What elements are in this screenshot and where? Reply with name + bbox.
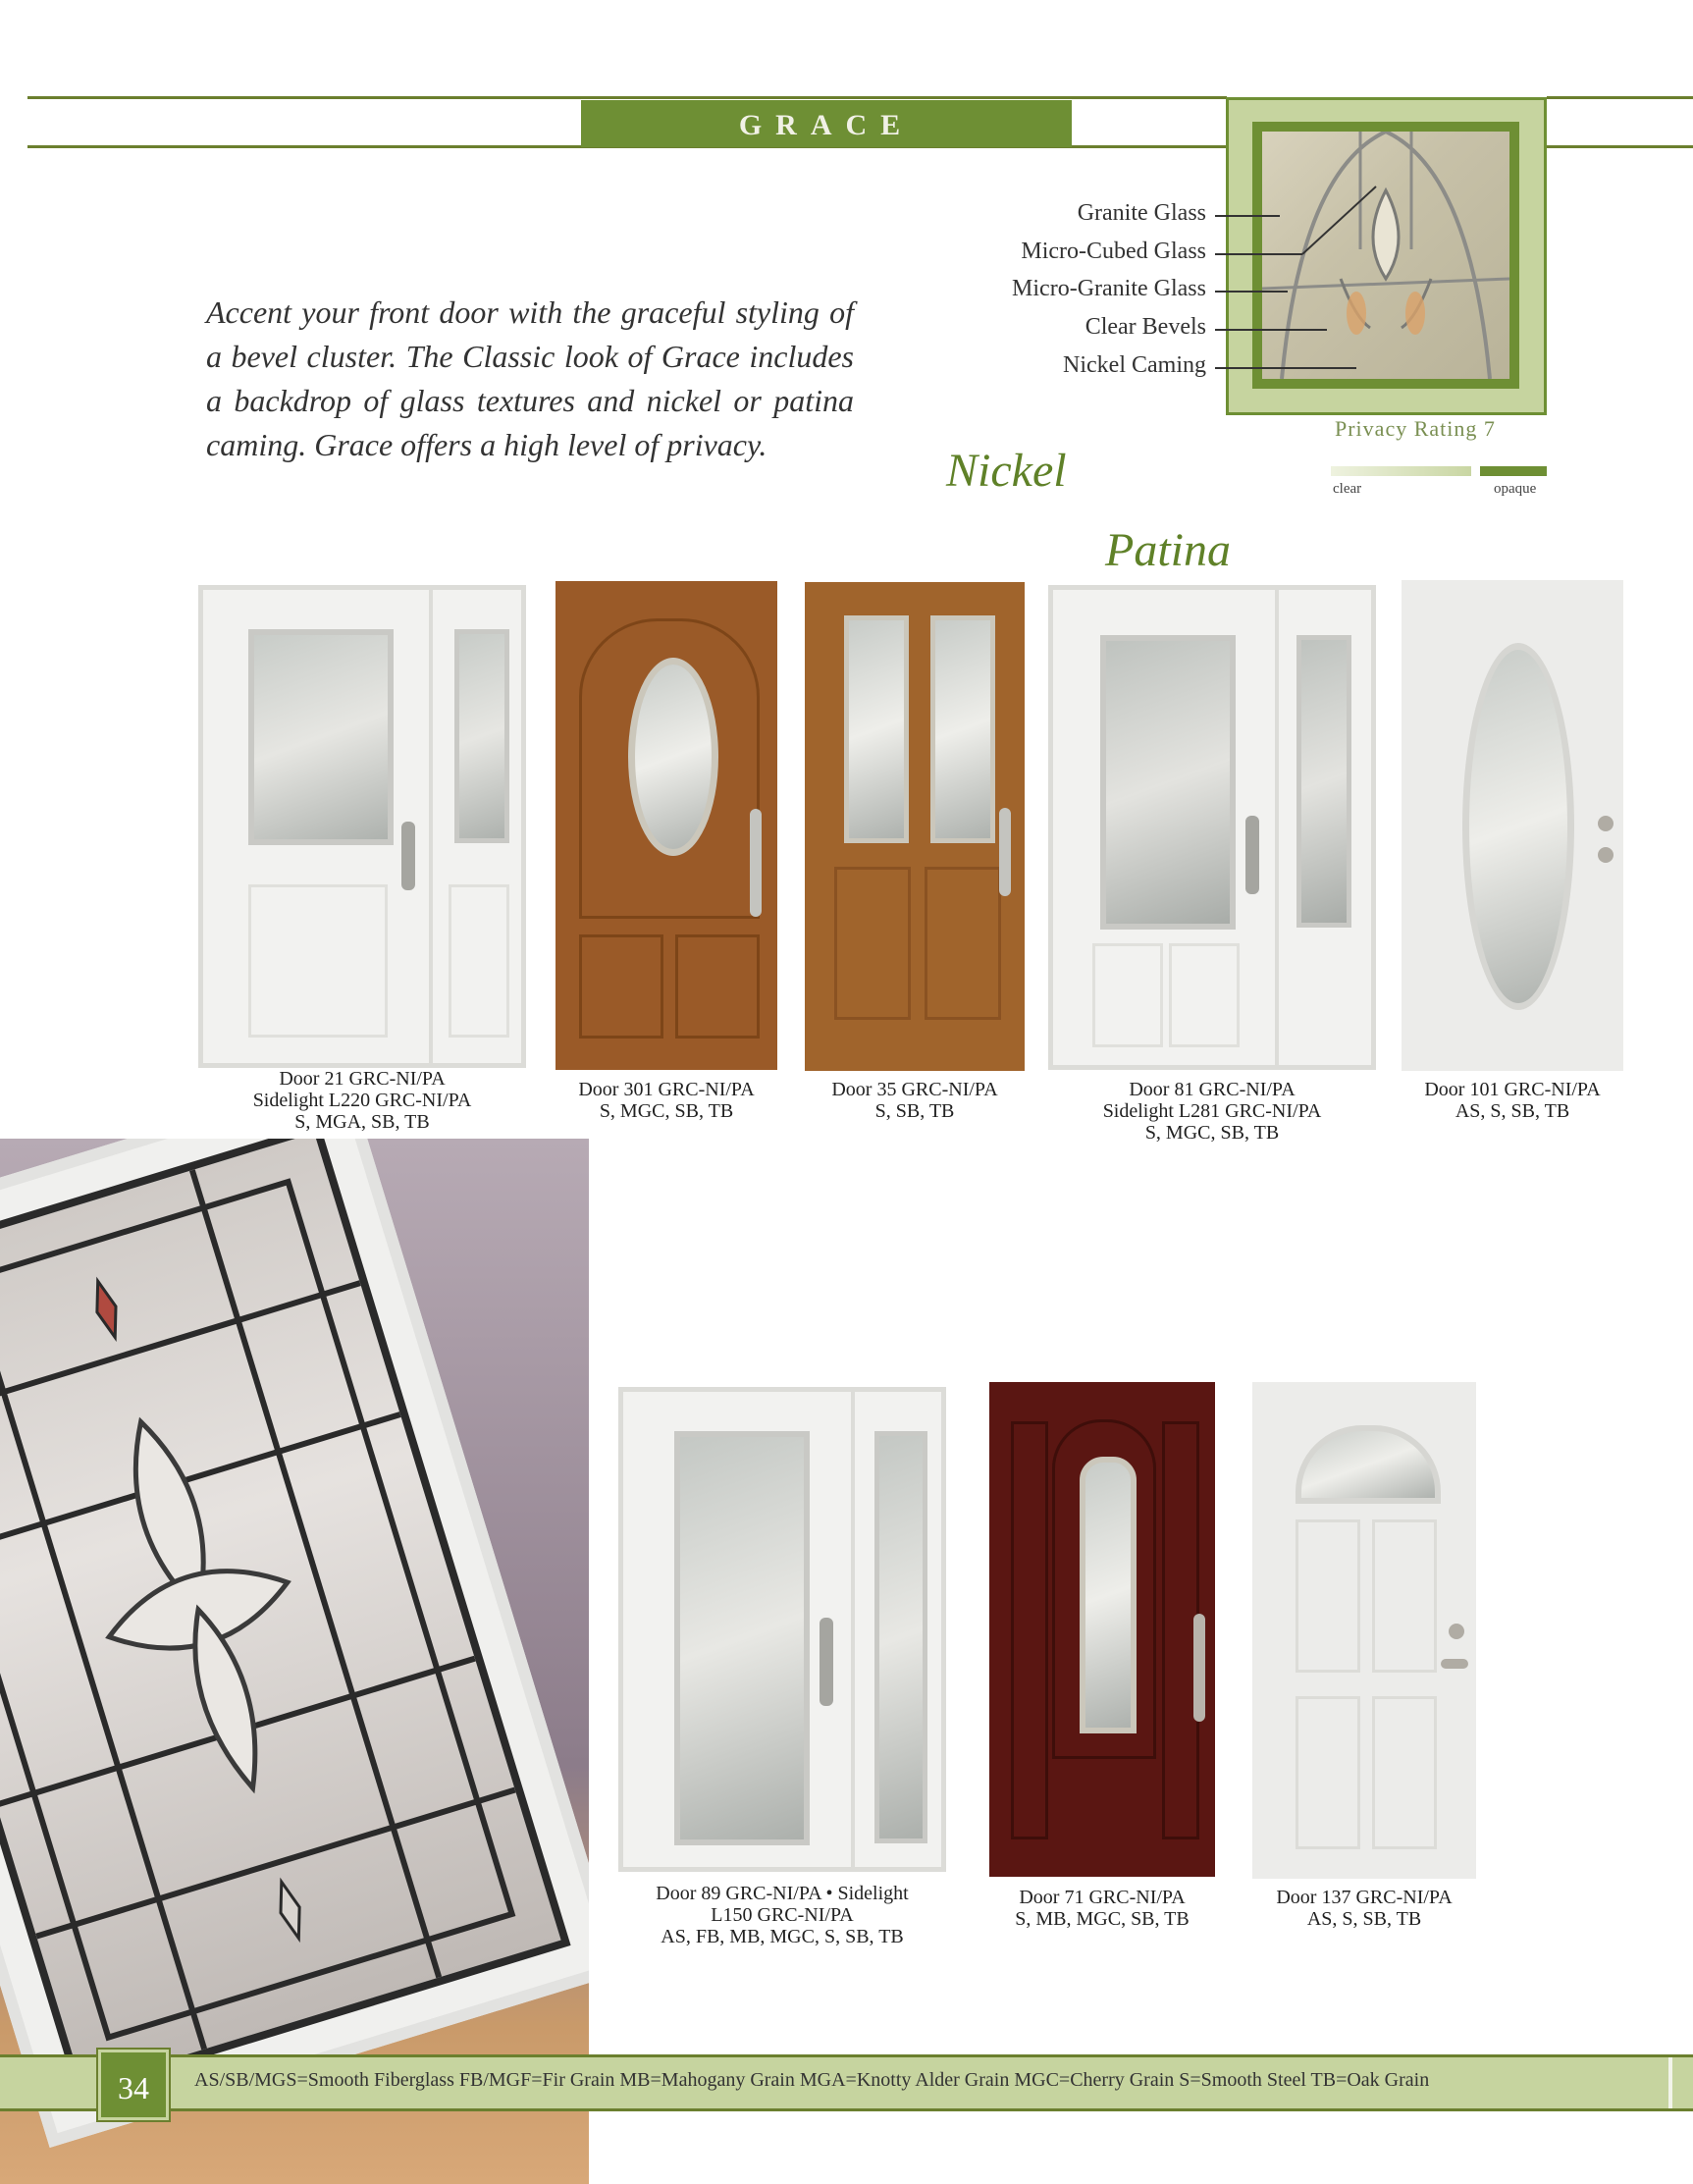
caption-door-21: Door 21 GRC-NI/PA Sidelight L220 GRC-NI/PA S, MGA, SB, TB — [252, 1068, 472, 1133]
caption-door-81: Door 81 GRC-NI/PA Sidelight L281 GRC-NI/PA S, MGC, SB, TB — [1102, 1079, 1322, 1144]
door-handle-icon — [999, 808, 1011, 896]
door-handle-icon — [750, 809, 762, 917]
sidelight-glass-panel — [874, 1431, 927, 1843]
deadbolt-icon — [1598, 816, 1614, 831]
footer-end-mark — [1668, 2057, 1672, 2108]
deadbolt-icon — [1449, 1624, 1464, 1639]
privacy-scale-min-label: clear — [1333, 481, 1362, 497]
door-glass-panel — [1462, 643, 1574, 1010]
door-image-35 — [805, 582, 1025, 1071]
section-title-nickel-top: Nickel — [946, 445, 1067, 497]
header-rule-top — [27, 96, 1227, 99]
caption-door-35: Door 35 GRC-NI/PA S, SB, TB — [831, 1079, 998, 1122]
sidelight-glass-panel — [1296, 635, 1351, 928]
header-rule-right-top — [1547, 96, 1693, 99]
caption-door-101: Door 101 GRC-NI/PA AS, S, SB, TB — [1424, 1079, 1601, 1122]
door-image-301 — [556, 581, 777, 1070]
glass-label-nickel-caming: Nickel Caming — [1063, 352, 1206, 378]
section-title-patina: Patina — [1105, 524, 1231, 576]
page-number: 34 — [98, 2050, 169, 2120]
door-glass-panel — [844, 615, 909, 843]
privacy-scale-max-label: opaque — [1494, 481, 1537, 497]
door-glass-panel — [930, 615, 995, 843]
caption-door-301: Door 301 GRC-NI/PA S, MGC, SB, TB — [578, 1079, 755, 1122]
door-glass-panel — [1296, 1425, 1441, 1504]
door-image-137 — [1252, 1382, 1476, 1879]
door-handle-icon — [1245, 816, 1259, 894]
door-handle-icon — [401, 822, 415, 890]
sidelight-glass-panel — [454, 629, 509, 843]
door-glass-panel — [1100, 635, 1236, 930]
header-rule-right-bottom — [1547, 145, 1693, 148]
caption-door-71: Door 71 GRC-NI/PA S, MB, MGC, SB, TB — [1015, 1887, 1190, 1930]
glass-label-micro-cubed: Micro-Cubed Glass — [1021, 239, 1206, 264]
door-glass-panel — [1080, 1457, 1137, 1733]
privacy-scale-opaque — [1480, 466, 1547, 476]
glass-closeup-photo — [0, 1139, 589, 2184]
caption-door-89: Door 89 GRC-NI/PA • Sidelight L150 GRC-NI/PA AS, FB, MB, MGC, S, SB, TB — [656, 1883, 909, 1947]
door-image-89 — [618, 1387, 946, 1872]
privacy-rating-label: Privacy Rating 7 — [1335, 416, 1496, 441]
caption-door-137: Door 137 GRC-NI/PA AS, S, SB, TB — [1276, 1887, 1453, 1930]
door-handle-icon — [1193, 1614, 1205, 1722]
door-lever-icon — [1441, 1659, 1468, 1669]
glass-label-clear-bevels: Clear Bevels — [1085, 314, 1206, 340]
glass-label-granite: Granite Glass — [1077, 200, 1206, 226]
intro-text: Accent your front door with the graceful styling of a bevel cluster. The Classic look of Grace includes a backdrop of glass textures and nickel or patina caming. Grace offers a high level of privacy. — [206, 294, 854, 462]
glass-label-micro-granite: Micro-Granite Glass — [1012, 276, 1206, 301]
door-image-71 — [989, 1382, 1215, 1877]
privacy-scale-clear — [1331, 466, 1471, 476]
knob-icon — [1598, 847, 1614, 863]
door-glass-panel — [674, 1431, 810, 1845]
door-glass-panel — [628, 658, 718, 856]
door-glass-panel — [248, 629, 394, 845]
door-image-81 — [1048, 585, 1376, 1070]
page-title: GRACE — [581, 100, 1072, 147]
door-handle-icon — [820, 1618, 833, 1706]
door-image-101 — [1402, 580, 1623, 1071]
door-image-21 — [198, 585, 526, 1068]
glass-label-leader-lines — [1209, 147, 1405, 383]
material-legend: AS/SB/MGS=Smooth Fiberglass FB/MGF=Fir Grain MB=Mahogany Grain MGA=Knotty Alder Grain MGC=Cherry Grain S=Smooth Steel TB=Oak Grain — [194, 2069, 1430, 2091]
